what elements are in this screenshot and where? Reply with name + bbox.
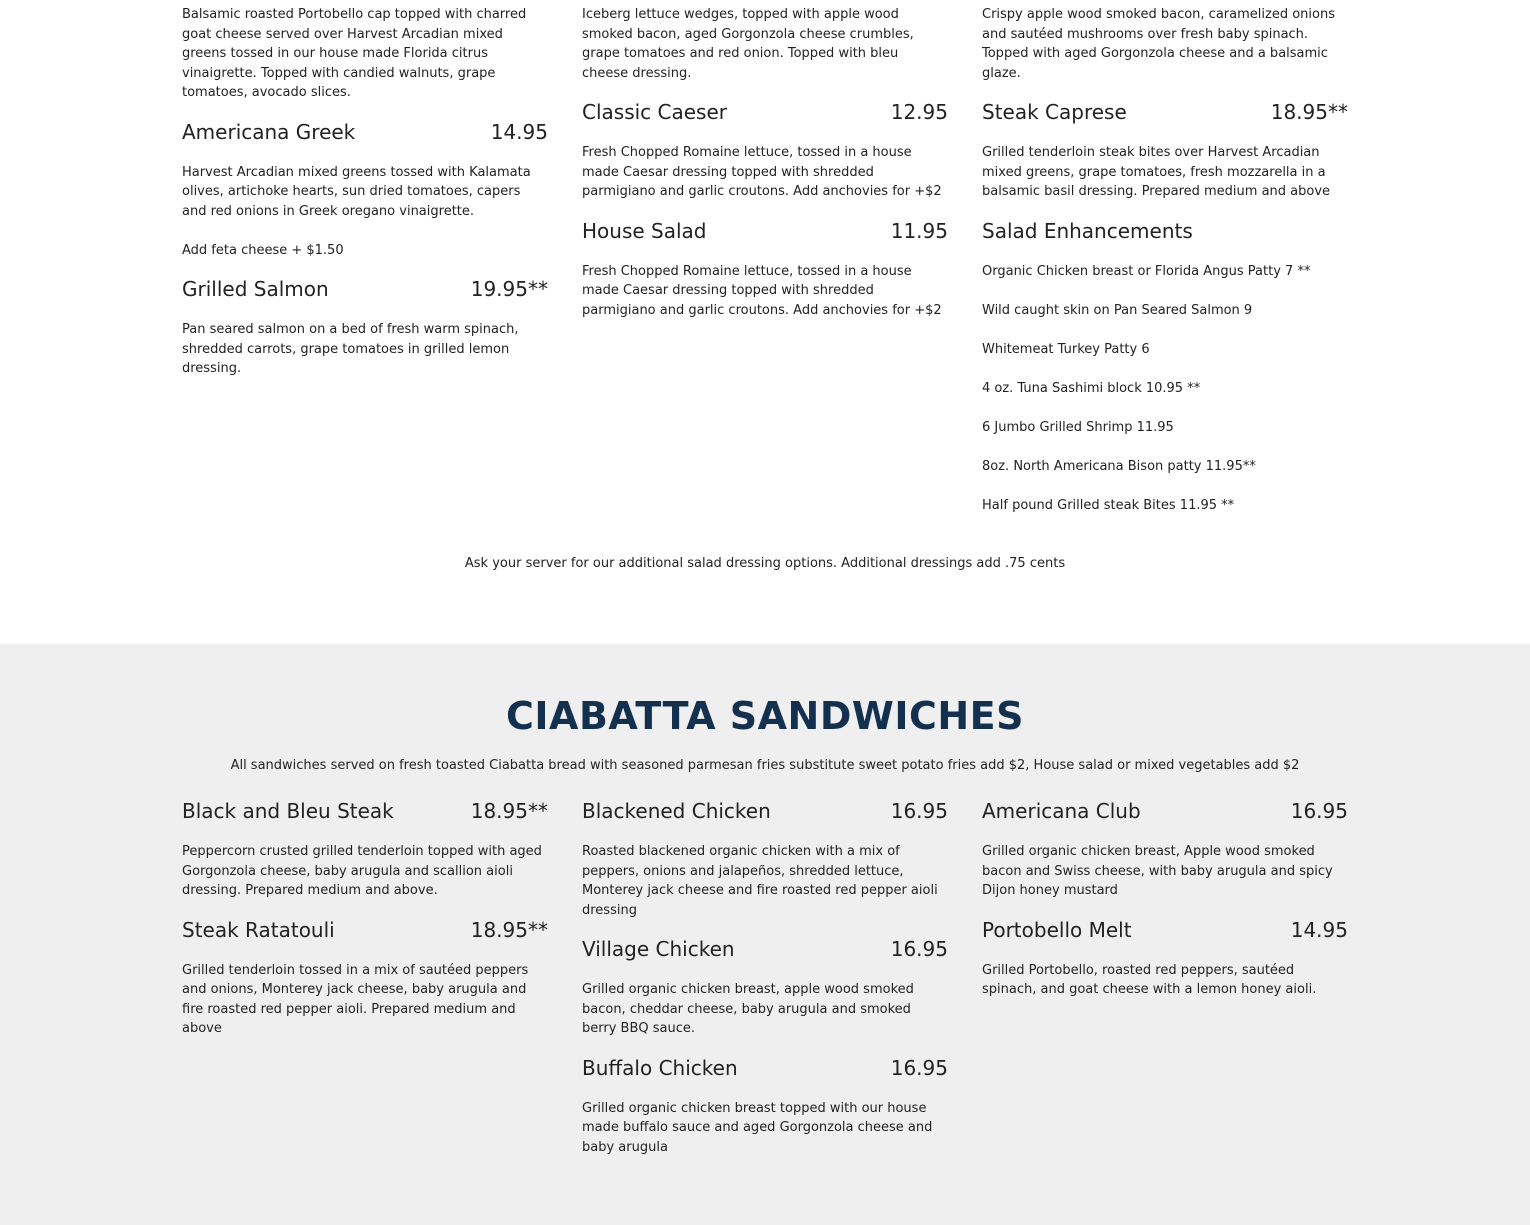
menu-item-black-and-bleu-steak [182,798,548,824]
item-addon: Add feta cheese + $1.50 [182,242,344,258]
enhancement-item: 4 oz. Tuna Sashimi block 10.95 ** [982,380,1201,396]
menu-item-steak-caprese [982,99,1348,125]
menu-item-grilled-salmon [182,276,548,302]
sandwiches-note: All sandwiches served on fresh toasted Ciabatta bread with seasoned parmesan fries substitute sweet potato fries add $2, House salad or mixed vegetables add $2 [230,758,1300,773]
item-name: Salad Enhancements [982,218,1193,243]
salads-columns [182,5,1348,535]
menu-item-americana-greek [182,119,548,145]
item-price: 16.95 [1290,799,1348,823]
enhancement-item: 6 Jumbo Grilled Shrimp 11.95 [982,419,1174,435]
item-name: Classic Caeser [582,100,727,124]
enhancement-item: Wild caught skin on Pan Seared Salmon 9 [982,302,1253,318]
item-name: House Salad [582,218,707,243]
item-description: Grilled tenderloin tossed in a mix of sautéed peppers and onions, Monterey jack cheese, baby arugula and fire roasted red pepper aioli. Prepared medium and above [182,962,529,1036]
menu-item-classic-caeser [582,99,948,125]
item-price: 12.95 [890,100,948,124]
item-description: Fresh Chopped Romaine lettuce, tossed in a house made Caesar dressing topped with shredded parmigiano and garlic croutons. Add anchovies for +$2 [582,263,942,318]
item-name: Black and Bleu Steak [182,799,394,823]
menu-item-buffalo-chicken [582,1055,948,1081]
dressing-note: Ask your server for our additional salad dressing options. Additional dressings add .75 cents [464,556,1066,571]
item-description: Pan seared salmon on a bed of fresh warm spinach, shredded carrots, grape tomatoes in grilled lemon dressing. [182,322,519,376]
item-description: Grilled Portobello, roasted red peppers, sautéed spinach, and goat cheese with a lemon honey aioli. [982,962,1317,997]
item-name: Village Chicken [582,937,735,961]
item-price: 16.95 [890,937,948,961]
sandwiches-columns [182,798,1348,1157]
item-price: 16.95 [890,799,948,823]
item-price: 14.95 [1290,917,1348,942]
item-name: Steak Ratatouli [182,917,335,942]
sandwiches-section [0,644,1530,1225]
section-title: CIABATTA SANDWICHES [506,694,1024,738]
salad-enhancements-list [982,262,1348,516]
item-name: Buffalo Chicken [582,1055,738,1080]
item-description: Grilled organic chicken breast, Apple wood smoked bacon and Swiss cheese, with baby arugula and spicy Dijon honey mustard [982,844,1333,898]
spinach-salad-description: Crispy apple wood smoked bacon, caramelized onions and sautéed mushrooms over fresh baby spinach. Topped with aged Gorgonzola cheese and a balsamic glaze. [982,7,1335,81]
item-price: 19.95** [470,277,548,301]
salads-column-3 [982,5,1348,535]
enhancement-item: 8oz. North Americana Bison patty 11.95** [982,458,1256,474]
item-description: Grilled tenderloin steak bites over Harvest Arcadian mixed greens, grape tomatoes, fresh mozzarella in a balsamic basil dressing. Prepared medium and above [982,145,1331,199]
salads-column-2 [582,5,948,535]
item-name: Blackened Chicken [582,799,771,823]
item-name: Steak Caprese [982,100,1127,124]
enhancement-item: Whitemeat Turkey Patty 6 [982,341,1150,357]
menu-item-blackened-chicken [582,798,948,824]
sandwiches-column-3 [982,798,1348,1157]
wedge-salad-description: Iceberg lettuce wedges, topped with apple wood smoked bacon, aged Gorgonzola cheese crumbles, grape tomatoes and red onion. Topped with bleu cheese dressing. [582,7,914,81]
enhancement-item: Half pound Grilled steak Bites 11.95 ** [982,497,1235,513]
menu-item-house-salad [582,218,948,244]
item-price: 14.95 [490,119,548,144]
item-price: 18.95** [470,917,548,942]
item-name: Portobello Melt [982,917,1132,942]
menu-item-village-chicken [582,936,948,962]
enhancement-item: Organic Chicken breast or Florida Angus Patty 7 ** [982,263,1311,279]
menu-item-steak-ratatouli [182,917,548,943]
menu-item-portobello-melt [982,917,1348,943]
menu-item-americana-club [982,798,1348,824]
salads-column-1 [182,5,548,535]
portobello-salad-description: Balsamic roasted Portobello cap topped with charred goat cheese served over Harvest Arcadian mixed greens tossed in our house made Florida citrus vinaigrette. Topped with candied walnuts, grape tomatoes, avocado slices. [182,7,527,100]
salad-enhancements-heading [982,218,1348,244]
item-price: 16.95 [890,1055,948,1080]
item-price: 18.95** [470,799,548,823]
item-description: Peppercorn crusted grilled tenderloin topped with aged Gorgonzola cheese, baby arugula and scallion aioli dressing. Prepared medium and above. [182,844,542,898]
item-description: Harvest Arcadian mixed greens tossed with Kalamata olives, artichoke hearts, sun dried tomatoes, capers and red onions in Greek oregano vinaigrette. [182,164,531,219]
item-description: Grilled organic chicken breast, apple wood smoked bacon, cheddar cheese, baby arugula and smoked berry BBQ sauce. [582,982,914,1036]
item-name: Americana Greek [182,119,356,144]
item-name: Grilled Salmon [182,277,329,301]
sandwiches-column-2 [582,798,948,1157]
sandwiches-column-1 [182,798,548,1157]
item-price: 18.95** [1270,100,1348,124]
item-description: Roasted blackened organic chicken with a mix of peppers, onions and jalapeños, shredded lettuce, Monterey jack cheese and fire roasted red pepper aioli dressing [582,844,938,918]
item-name: Americana Club [982,799,1141,823]
item-description: Grilled organic chicken breast topped with our house made buffalo sauce and aged Gorgonzola cheese and baby arugula [582,1100,933,1155]
item-description: Fresh Chopped Romaine lettuce, tossed in a house made Caesar dressing topped with shredded parmigiano and garlic croutons. Add anchovies for +$2 [582,145,942,199]
item-price: 11.95 [890,218,948,243]
